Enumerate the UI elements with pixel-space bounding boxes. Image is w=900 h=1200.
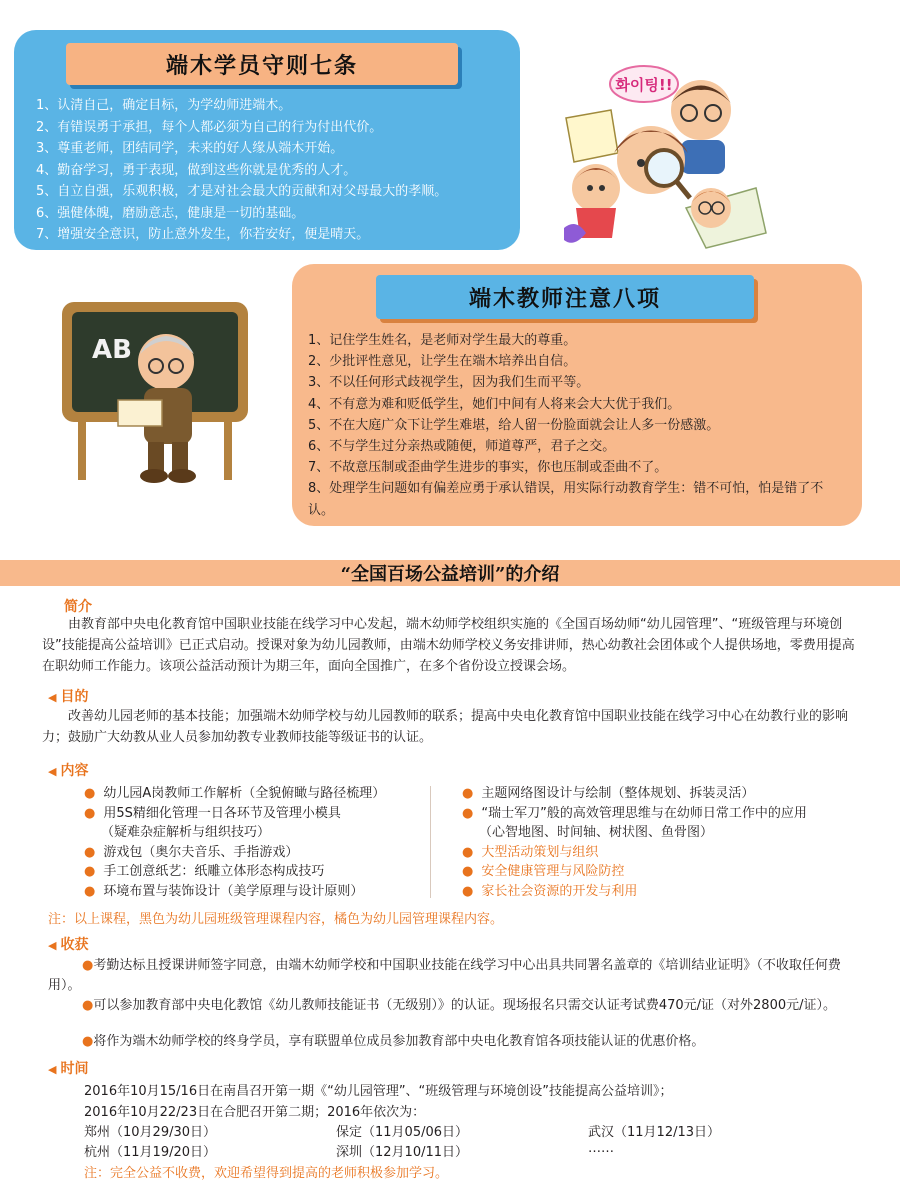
list-item: ● 用5S精细化管理一日各环节及管理小模具 [84, 805, 341, 821]
intro-title: “全国百场公益培训”的介绍 [0, 560, 900, 586]
content-list-left [84, 784, 385, 901]
student-rules-panel [14, 30, 520, 250]
time-heading [48, 1058, 88, 1078]
rule-item: 5、自立自强，乐观积极，才是对社会最大的贡献和对父母最大的孝顺。 [36, 184, 448, 199]
list-item: ● 家长社会资源的开发与利用 [462, 883, 638, 899]
bullet-icon: ● [84, 805, 96, 821]
goal-heading-label: 目的 [60, 689, 89, 705]
triangle-left-icon: ◀ [48, 765, 57, 778]
list-item: ● 安全健康管理与风险防控 [462, 864, 625, 879]
bullet-icon: ● [462, 844, 474, 860]
list-item: ● 大型活动策划与组织 [462, 844, 599, 860]
bullet-icon: ● [82, 958, 94, 973]
content-list-right [462, 784, 807, 901]
list-item: （心智地图、时间轴、树状图、鱼骨图） [479, 825, 714, 840]
rule-item: 3、尊重老师，团结同学，未来的好人缘从端木开始。 [36, 141, 344, 156]
city-schedule: 杭州（11月19/20日） [84, 1145, 217, 1160]
list-item: ● 幼儿园A岗教师工作解析（全貌俯瞰与路径梳理） [84, 786, 386, 801]
teacher-note-item: 8、处理学生问题如有偏差应勇于承认错误，用实际行动教育学生：错不可怕，怕是错了不认。 [308, 481, 824, 518]
gain-heading [48, 934, 88, 954]
list-item: ● 主题网络图设计与绘制（整体规划、拆装灵活） [462, 786, 755, 801]
time-line-1: 2016年10月15/16日在南昌召开第一期《“幼儿园管理”、“班级管理与环境创设”技能提高公益培训》； [84, 1084, 673, 1099]
bullet-icon: ● [462, 805, 474, 821]
teacher-notes-list [308, 330, 828, 521]
time-heading-label: 时间 [60, 1061, 89, 1077]
list-item: ● 手工创意纸艺：纸雕立体形态构成技巧 [84, 864, 325, 879]
bullet-icon: ● [462, 883, 474, 899]
teacher-notes-title: 端木教师注意八项 [376, 275, 754, 319]
bullet-icon: ● [84, 786, 96, 801]
student-rules-title: 端木学员守则七条 [66, 43, 458, 85]
city-schedule: 武汉（11月12/13日） [588, 1125, 721, 1140]
bullet-icon: ● [84, 883, 96, 899]
list-item: ● 游戏包（奥尔夫音乐、手指游戏） [84, 844, 299, 860]
city-schedule: 郑州（10月29/30日） [84, 1125, 217, 1140]
list-item: ● 环境布置与装饰设计（美学原理与设计原则） [84, 883, 364, 899]
teacher-notes-panel [292, 264, 862, 526]
bullet-icon: ● [82, 998, 94, 1013]
gain-item: ●将作为端木幼师学校的终身学员，享有联盟单位成员参加教育部中央电化教育馆各项技能认证的优惠价格。 [82, 1034, 705, 1049]
city-schedule: 保定（11月05/06日） [336, 1125, 469, 1140]
list-item: ● “瑞士军刀”般的高效管理思维与在幼师日常工作中的应用 [462, 805, 807, 821]
cartoon-teacher-icon [48, 292, 258, 492]
bullet-icon: ● [462, 864, 474, 879]
time-note: 注：完全公益不收费，欢迎希望得到提高的老师积极参加学习。 [84, 1166, 449, 1181]
summary-text: 由教育部中央电化教育馆中国职业技能在线学习中心发起，端木幼师学校组织实施的《全国百场幼师“幼儿园管理”、“班级管理与环境创设”技能提高公益培训》已正式启动。授课对象为幼儿园教师，由端木幼师学校义务安排讲师，热心幼教社会团体或个人提供场地，零费用提高在职幼师工作能力。该项公益活动预计为期三年，面向全国推广，在多个省份设立授课会场。 [42, 617, 855, 674]
teacher-note-item: 5、不在大庭广众下让学生难堪，给人留一份脸面就会让人多一份感激。 [308, 417, 720, 433]
content-note: 注：以上课程，黑色为幼儿园班级管理课程内容，橘色为幼儿园管理课程内容。 [48, 912, 504, 927]
teacher-note-item: 1、记住学生姓名，是老师对学生最大的尊重。 [308, 333, 577, 348]
rule-item: 7、增强安全意识，防止意外发生，你若安好，便是晴天。 [36, 227, 370, 242]
teacher-note-item: 7、不故意压制或歪曲学生进步的事实，你也压制或歪曲不了。 [308, 460, 668, 476]
city-schedule: 深圳（12月10/11日） [336, 1145, 469, 1160]
teacher-note-item: 2、少批评性意见，让学生在端木培养出自信。 [308, 354, 577, 370]
goal-text: 改善幼儿园老师的基本技能；加强端木幼师学校与幼儿园教师的联系；提高中央电化教育馆中国职业技能在线学习中心在幼教行业的影响力；鼓励广大幼教从业人员参加幼教专业教师技能等级证书的认证。 [42, 709, 849, 745]
rule-item: 6、强健体魄，磨励意志，健康是一切的基础。 [36, 205, 305, 221]
content-divider [430, 786, 431, 898]
time-line-2: 2016年10月22/23日在合肥召开第二期；2016年依次为： [84, 1105, 426, 1120]
bullet-icon: ● [462, 786, 474, 801]
rule-item: 1、认清自己，确定目标，为学幼师进端木。 [36, 98, 292, 113]
city-schedule: …… [588, 1141, 614, 1156]
teacher-note-item: 6、不与学生过分亲热或随便，师道尊严，君子之交。 [308, 439, 616, 455]
bullet-icon: ● [84, 864, 96, 879]
list-item: （疑难杂症解析与组织技巧） [101, 825, 271, 840]
kids-badge-text: 화이팅!! [615, 76, 673, 94]
teacher-note-item: 3、不以任何形式歧视学生，因为我们生而平等。 [308, 375, 590, 391]
summary-heading: 简介 [64, 599, 92, 615]
bullet-icon: ● [82, 1034, 94, 1049]
goal-heading [48, 686, 88, 706]
gain-item: ●可以参加教育部中央电化教馆《幼儿教师技能证书（无级别）》的认证。现场报名只需交认证考试费470元/证（对外2800元/证）。 [82, 998, 837, 1013]
triangle-left-icon: ◀ [48, 1063, 57, 1076]
gain-item: ●考勤达标且授课讲师签字同意，由端木幼师学校和中国职业技能在线学习中心出具共同署名盖章的《培训结业证明》（不收取任何费用）。 [48, 958, 841, 993]
content-heading [48, 760, 88, 780]
triangle-left-icon: ◀ [48, 691, 57, 704]
rule-item: 2、有错误勇于承担，每个人都必须为自己的行为付出代价。 [36, 119, 383, 135]
cartoon-children-icon [556, 58, 770, 254]
chalkboard-text: AB [92, 335, 132, 365]
gain-heading-label: 收获 [60, 937, 89, 953]
triangle-left-icon: ◀ [48, 939, 57, 952]
student-rules-list [36, 95, 447, 246]
bullet-icon: ● [84, 844, 96, 860]
teacher-note-item: 4、不有意为难和贬低学生，她们中间有人将来会大大优于我们。 [308, 396, 681, 412]
rule-item: 4、勤奋学习，勇于表现，做到这些你就是优秀的人才。 [36, 162, 357, 178]
content-heading-label: 内容 [60, 763, 89, 779]
